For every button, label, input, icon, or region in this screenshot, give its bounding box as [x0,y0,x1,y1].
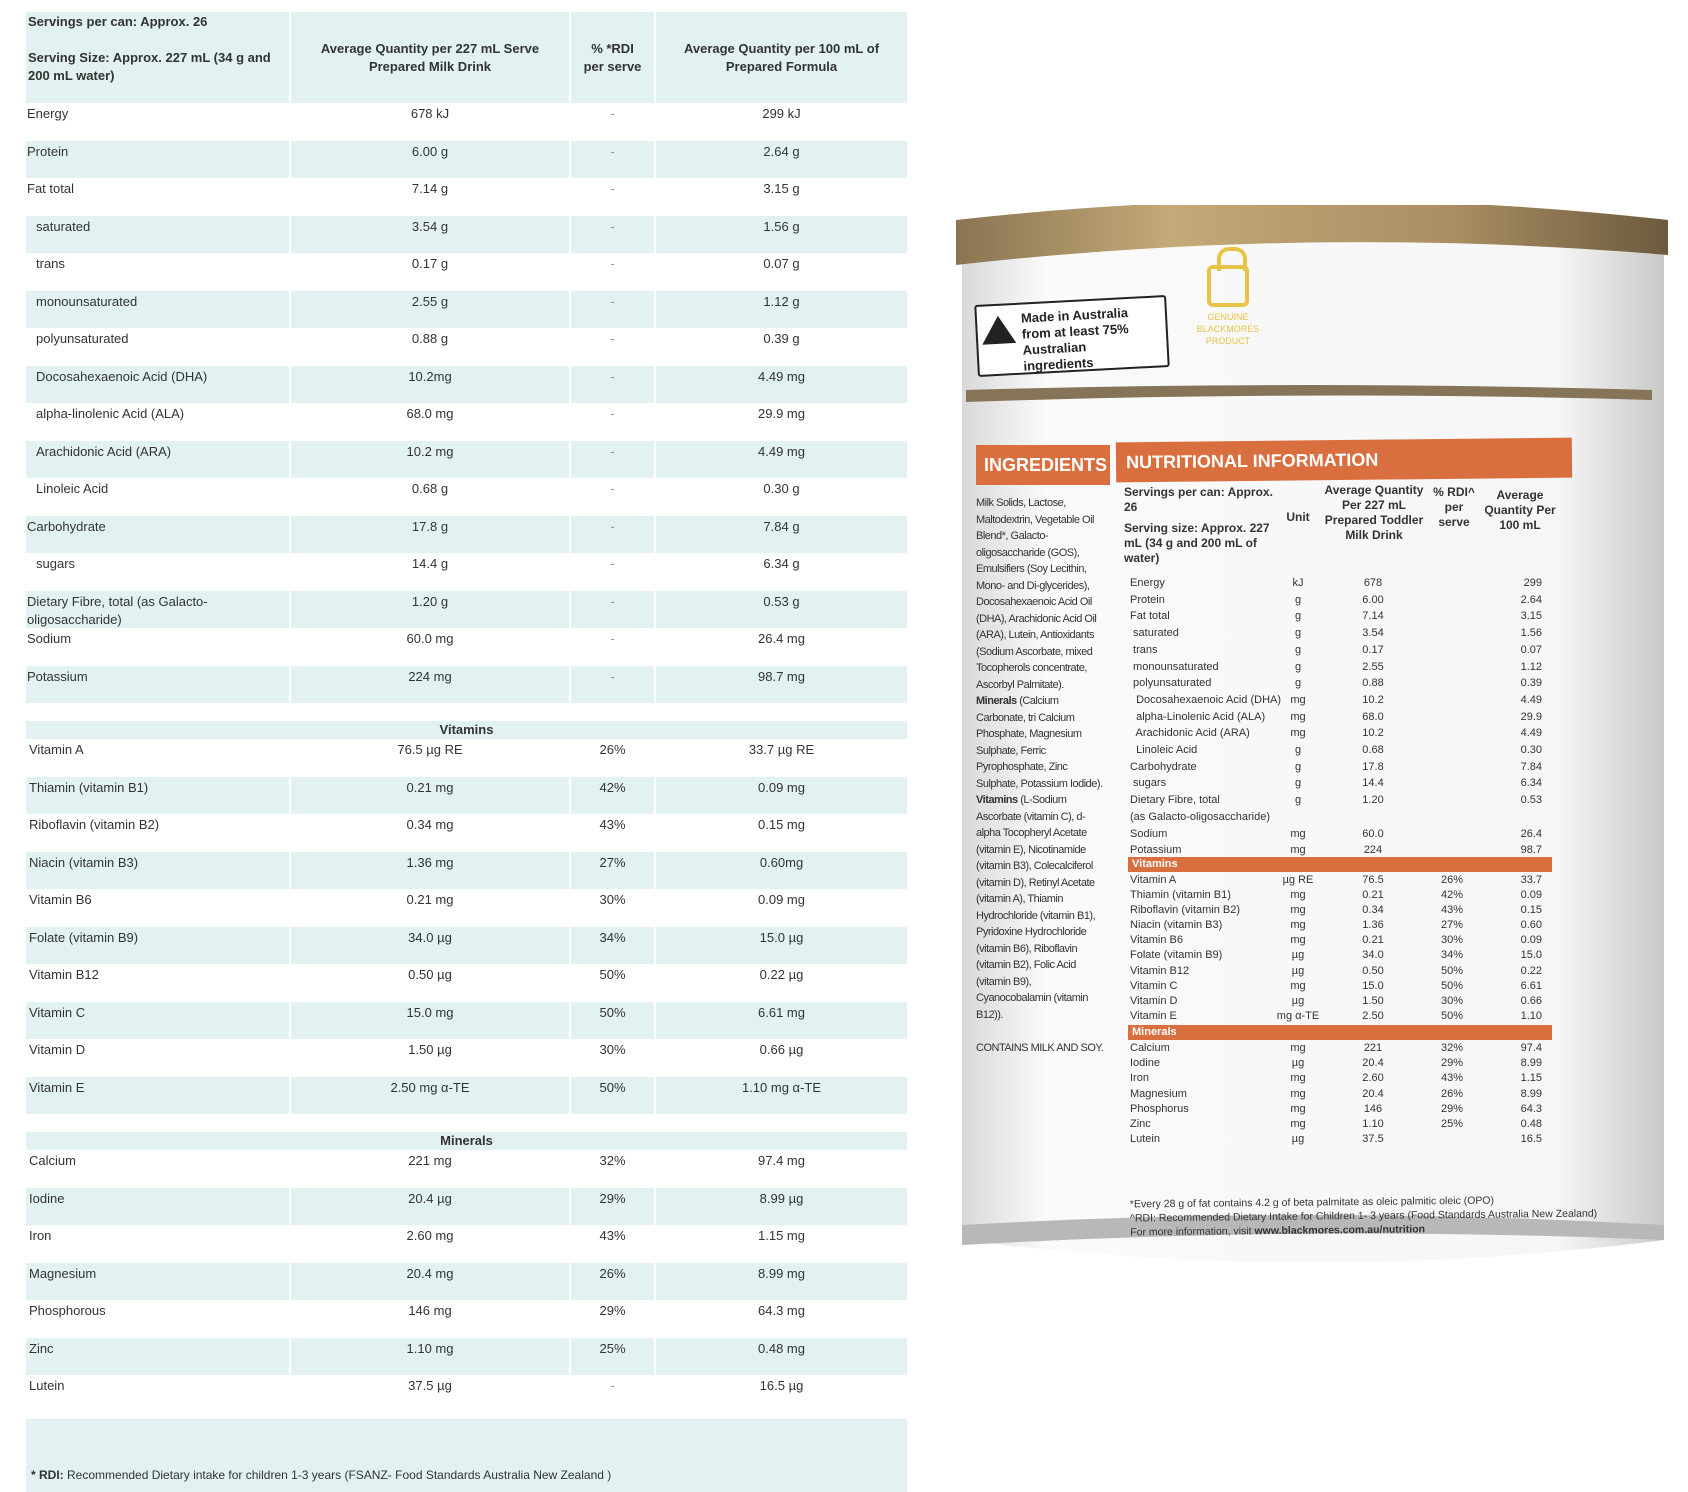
per-100ml-value: 299 kJ [762,106,801,121]
nutrient-name: Potassium [26,666,291,704]
nutrient-name: Zinc [26,1338,291,1376]
per-100ml-value: 97.4 mg [758,1153,805,1168]
can-rdi-header: % RDI^ per serve [1433,485,1475,529]
rdi-value: 27% [571,852,656,890]
rdi-value: 32% [571,1150,656,1188]
nutrient-name: saturated [26,216,291,254]
table-row [26,1188,907,1226]
per-100ml-value: 0.15 mg [758,817,805,832]
table-row [26,628,907,666]
nutrient-name: polyunsaturated [26,328,291,366]
can-note-opo: *Every 28 g of fat contains 4.2 g of beta palmitate as oleic palmitic oleic (OPO) [1129,1194,1495,1211]
header-per-serve: Average Quantity per 227 mL Serve Prepared Milk Drink [291,12,571,103]
table-row [26,814,907,852]
per-serve-value: 0.68 g [291,478,571,516]
per-100ml-value: 6.61 mg [758,1004,805,1020]
can-note-prefix: For more information, visit [1130,1225,1252,1239]
table-row [26,591,907,629]
per-serve-value: 2.60 mg [291,1225,571,1263]
genuine-product-seal [1184,265,1272,347]
table-row [26,1263,907,1301]
per-100ml-value: 7.84 g [763,518,800,534]
rdi-value: 29% [571,1188,656,1226]
per-serve-value: 60.0 mg [291,628,571,666]
can-vitamin-units: µg RE mg mg mg mg µg µg mg µg mg α-TE [1276,874,1320,1022]
nutrient-name: Folate (vitamin B9) [26,927,291,965]
vitamin-rows [26,739,907,1114]
per-serve-value: 0.21 mg [291,777,571,815]
can-vitamin-per100: 33.7 0.09 0.15 0.60 0.09 15.0 0.22 6.61 0.66 1.10 [1520,874,1542,1022]
rdi-value: - [571,103,656,141]
header-serving-info [26,12,291,103]
per-100ml-value: 0.09 mg [758,779,805,795]
per-serve-value: 0.17 g [291,253,571,291]
per-100ml-value: 6.34 g [763,556,800,571]
per-serve-value: 1.20 g [291,591,571,629]
rdi-value: - [571,628,656,666]
nutrition-table [26,12,907,1492]
per-serve-value: 15.0 mg [291,1002,571,1040]
nutrient-name: Vitamin E [26,1077,291,1115]
can-nutrient-names: Energy Protein Fat total saturated trans monounsaturated polyunsaturated Docosahexaenoic Acid (DHA) alpha-Linolenic Acid (ALA) Arachidonic Acid (ARA) Linoleic Acid Carbohydrate sugars Dietary Fibre, total (as Galacto-oligosaccharide) Sodium Potassium [1130,577,1282,857]
can-per100-header: Average Quantity Per 100 mL [1484,488,1556,532]
table-row [26,1300,907,1338]
per-100ml-value: 0.07 g [763,256,800,271]
nutritional-info-title: NUTRITIONAL INFORMATION [1116,438,1572,483]
mineral-rows [26,1150,907,1413]
table-row [26,1077,907,1115]
per-serve-value: 2.50 mg α-TE [291,1077,571,1115]
nutrient-name: Fat total [26,178,291,216]
rdi-value: - [571,516,656,554]
rdi-value: 50% [571,1077,656,1115]
per-serve-value: 14.4 g [291,553,571,591]
per-serve-value: 0.21 mg [291,889,571,927]
can-note-url: www.blackmores.com.au/nutrition [1254,1223,1426,1238]
nutrient-name: Carbohydrate [26,516,291,554]
can-nutrient-per100: 299 2.64 3.15 1.56 0.07 1.12 0.39 4.49 29.9 4.49 0.30 7.84 6.34 0.53 26.4 98.7 [1520,577,1542,857]
per-100ml-value: 1.10 mg α-TE [741,1079,822,1095]
nutrient-name: Thiamin (vitamin B1) [26,777,291,815]
table-row [26,889,907,927]
per-serve-value: 146 mg [291,1300,571,1338]
nutrient-name: Lutein [26,1375,291,1413]
nutrient-name: alpha-linolenic Acid (ALA) [26,403,291,441]
rdi-value: - [571,553,656,591]
can-vitamin-rdi: 26% 42% 43% 27% 30% 34% 50% 50% 30% 50% [1440,874,1464,1022]
table-row [26,1150,907,1188]
per-100ml-value: 16.5 µg [759,1378,804,1393]
nutrient-name: Dietary Fibre, total (as Galacto-oligosaccharide) [26,591,291,629]
can-servings-header [1124,485,1274,566]
vitamins-section-title: Vitamins [26,721,907,739]
table-row [26,739,907,777]
per-100ml-value: 0.39 g [763,331,800,346]
can-mineral-names: Calcium Iodine Iron Magnesium Phosphorus Zinc Lutein [1130,1042,1189,1146]
table-header [26,12,907,103]
can-servings: Servings per can: Approx. 26 [1124,485,1273,514]
vitamins-text: (L-Sodium Ascorbate (vitamin C), d-alpha Tocopheryl Acetate (vitamin E), Nicotinamide (vitamin B3), Colecalciferol (vitamin D), Retinyl Acetate (vitamin A), Thiamin Hydrochloride (vitamin B1), Pyridoxine Hydrochloride (vitamin B6), Riboflavin (vitamin B2), Folic Acid (vitamin B9), Cyanocobalamin (vitamin B12)). [976,794,1096,1021]
table-row [26,1225,907,1263]
per-serve-value: 17.8 g [291,516,571,554]
table-row [26,852,907,890]
table-row [26,291,907,329]
servings-per-can: Servings per can: Approx. 26 [28,14,208,29]
per-100ml-value: 2.64 g [763,143,800,159]
can-minerals-bar: Minerals [1128,1025,1552,1040]
nutrient-name: monounsaturated [26,291,291,329]
can-mineral-values: 221 20.4 2.60 20.4 146 1.10 37.5 [1362,1042,1384,1146]
table-row [26,328,907,366]
rdi-value: 43% [571,1225,656,1263]
nutrient-name: Sodium [26,628,291,666]
table-row [26,964,907,1002]
per-100ml-value: 1.12 g [763,293,800,309]
nutrient-name: Energy [26,103,291,141]
per-serve-value: 0.34 mg [291,814,571,852]
nutrient-name: Magnesium [26,1263,291,1301]
per-100ml-value: 0.30 g [763,481,800,496]
rdi-value: - [571,253,656,291]
per-100ml-value: 33.7 µg RE [748,742,815,757]
nutrient-name: Arachidonic Acid (ARA) [26,441,291,479]
rdi-value: - [571,141,656,179]
per-100ml-value: 64.3 mg [758,1303,805,1318]
can-vitamin-values: 76.5 0.21 0.34 1.36 0.21 34.0 0.50 15.0 1.50 2.50 [1362,874,1384,1022]
can-avg-header: Average Quantity Per 227 mL Prepared Toddler Milk Drink [1324,483,1424,542]
per-serve-value: 20.4 µg [291,1188,571,1226]
nutrient-name: Docosahexaenoic Acid (DHA) [26,366,291,404]
nutrient-name: Vitamin D [26,1039,291,1077]
table-row [26,927,907,965]
rdi-value: 42% [571,777,656,815]
rdi-value: 50% [571,964,656,1002]
nutrient-name: Vitamin A [26,739,291,777]
per-serve-value: 76.5 µg RE [291,739,571,777]
footnote-text: Recommended Dietary intake for children 1-3 years (FSANZ- Food Standards Australia New Zealand ) [67,1467,612,1482]
rdi-value: - [571,328,656,366]
nutrient-name: Vitamin B6 [26,889,291,927]
rdi-value: 34% [571,927,656,965]
per-serve-value: 1.36 mg [291,852,571,890]
per-serve-value: 0.50 µg [291,964,571,1002]
can-mineral-per100: 97.4 8.99 1.15 8.99 64.3 0.48 16.5 [1520,1042,1542,1146]
vitamins-label: Vitamins [976,794,1018,806]
rdi-value: - [571,291,656,329]
rdi-value: - [571,403,656,441]
per-100ml-value: 1.56 g [763,218,800,234]
table-row [26,1375,907,1413]
can-unit-header: Unit [1286,510,1310,524]
table-row [26,1002,907,1040]
per-100ml-value: 0.60mg [759,854,804,870]
nutrient-name: trans [26,253,291,291]
table-row [26,103,907,141]
can-nutrient-values: 678 6.00 7.14 3.54 0.17 2.55 0.88 10.2 68.0 10.2 0.68 17.8 14.4 1.20 60.0 224 [1362,577,1384,857]
rdi-value: - [571,216,656,254]
can-note-rdi: ^RDI: Recommended Dietary Intake for Children 1- 3 years (Food Standards Australia New Zealand) [1129,1207,1598,1225]
per-serve-value: 678 kJ [291,103,571,141]
header-per-100ml: Average Quantity per 100 mL of Prepared Formula [683,40,880,74]
per-100ml-value: 0.53 g [763,593,800,609]
table-row [26,216,907,254]
minerals-label: Minerals [976,695,1017,707]
per-serve-value: 0.88 g [291,328,571,366]
table-row [26,553,907,591]
table-row [26,666,907,704]
badge-text: Made in Australia from at least 75% Australian ingredients [1020,305,1130,374]
table-row [26,516,907,554]
can-mineral-units: mg µg mg mg mg mg µg [1290,1042,1306,1146]
per-serve-value: 10.2 mg [291,441,571,479]
rdi-value: 30% [571,1039,656,1077]
per-100ml-value: 98.7 mg [758,668,805,684]
per-100ml-value: 0.22 µg [759,967,804,982]
rdi-value: - [571,441,656,479]
table-row [26,478,907,516]
rdi-value: 43% [571,814,656,852]
per-serve-value: 2.55 g [291,291,571,329]
rdi-value: 25% [571,1338,656,1376]
table-row [26,403,907,441]
per-100ml-value: 3.15 g [763,181,800,196]
nutrient-name: Vitamin C [26,1002,291,1040]
nutrient-name: Iodine [26,1188,291,1226]
australian-triangle-icon [981,315,1016,345]
nutrient-name: sugars [26,553,291,591]
rdi-value: - [571,1375,656,1413]
table-row [26,1338,907,1376]
nutrient-name: Iron [26,1225,291,1263]
can-vitamin-names: Vitamin A Thiamin (vitamin B1) Riboflavin (vitamin B2) Niacin (vitamin B3) Vitamin B6 Folate (vitamin B9) Vitamin B12 Vitamin C Vitamin D Vitamin E [1130,874,1241,1022]
table-row [26,441,907,479]
table-row [26,1039,907,1077]
per-100ml-value: 0.48 mg [758,1340,805,1356]
nutrient-name: Niacin (vitamin B3) [26,852,291,890]
per-serve-value: 10.2mg [291,366,571,404]
ingredients-list [976,495,1104,1056]
per-100ml-value: 29.9 mg [758,406,805,421]
rdi-value: - [571,178,656,216]
per-100ml-value: 8.99 µg [759,1190,804,1206]
rdi-value: 30% [571,889,656,927]
rdi-value: 26% [571,739,656,777]
padlock-icon [1207,265,1249,307]
rdi-value: 26% [571,1263,656,1301]
rdi-value: - [571,366,656,404]
ingredients-text: Milk Solids, Lactose, Maltodextrin, Vegetable Oil Blend*, Galacto-oligosaccharide (GOS), Emulsifiers (Soy Lecithin, Mono- and Di-glycerides), Docosahexaenoic Acid Oil (DHA), Arachidonic Acid Oil (ARA), Lutein, Antioxidants (Sodium Ascorbate, mixed Tocopherols concentrate, Ascorbyl Palmitate). [976,497,1097,691]
table-row [26,777,907,815]
per-serve-value: 1.10 mg [291,1338,571,1376]
rdi-value: - [571,666,656,704]
nutrient-rows [26,103,907,703]
nutrient-name: Linoleic Acid [26,478,291,516]
per-serve-value: 6.00 g [291,141,571,179]
rdi-value: - [571,591,656,629]
rdi-footnote [26,1419,907,1492]
per-100ml-value: 0.09 mg [758,892,805,907]
table-row [26,253,907,291]
per-serve-value: 34.0 µg [291,927,571,965]
per-100ml-value: 0.66 µg [759,1042,804,1057]
per-serve-value: 1.50 µg [291,1039,571,1077]
product-can-image [952,205,1668,1285]
table-row [26,178,907,216]
per-serve-value: 68.0 mg [291,403,571,441]
can-mineral-rdi: 32% 29% 43% 26% 29% 25% [1440,1042,1464,1131]
can-serving-size: Serving size: Approx. 227 mL (34 g and 200 mL of water) [1124,521,1270,565]
rdi-value: - [571,478,656,516]
per-serve-value: 20.4 mg [291,1263,571,1301]
rdi-value: 50% [571,1002,656,1040]
per-100ml-value: 4.49 mg [758,368,805,384]
minerals-text: (Calcium Carbonate, tri Calcium Phosphate, Magnesium Sulphate, Ferric Pyrophosphate, Zinc Sulphate, Potassium Iodide). [976,695,1103,790]
genuine-text: GENUINE BLACKMORES PRODUCT [1196,312,1260,346]
ingredients-title: INGREDIENTS [976,445,1110,485]
per-serve-value: 37.5 µg [291,1375,571,1413]
per-100ml-value: 26.4 mg [758,631,805,646]
can-footnotes [1130,1193,1598,1240]
per-100ml-value: 4.49 mg [758,443,805,459]
serving-size: Serving Size: Approx. 227 mL (34 g and 200 mL water) [28,50,271,83]
per-serve-value: 7.14 g [291,178,571,216]
nutrient-name: Protein [26,141,291,179]
per-serve-value: 224 mg [291,666,571,704]
per-100ml-value: 8.99 mg [758,1265,805,1281]
per-100ml-value: 15.0 µg [759,929,804,945]
table-row [26,141,907,179]
can-vitamins-bar: Vitamins [1128,857,1552,872]
table-row [26,366,907,404]
per-serve-value: 221 mg [291,1150,571,1188]
nutrient-name: Phosphorous [26,1300,291,1338]
nutrient-name: Riboflavin (vitamin B2) [26,814,291,852]
per-100ml-value: 1.15 mg [758,1228,805,1243]
nutrient-name: Vitamin B12 [26,964,291,1002]
made-in-australia-badge [974,295,1170,377]
can-nutrient-units: kJ g g g g g g mg mg mg g g g g mg mg [1290,577,1306,857]
allergen-statement: CONTAINS MILK AND SOY. [976,1041,1104,1054]
per-serve-value: 3.54 g [291,216,571,254]
header-rdi: % *RDI per serve [571,12,656,103]
rdi-value: 29% [571,1300,656,1338]
nutrient-name: Calcium [26,1150,291,1188]
minerals-section-title: Minerals [26,1132,907,1150]
footnote-label: * RDI: [31,1467,64,1482]
